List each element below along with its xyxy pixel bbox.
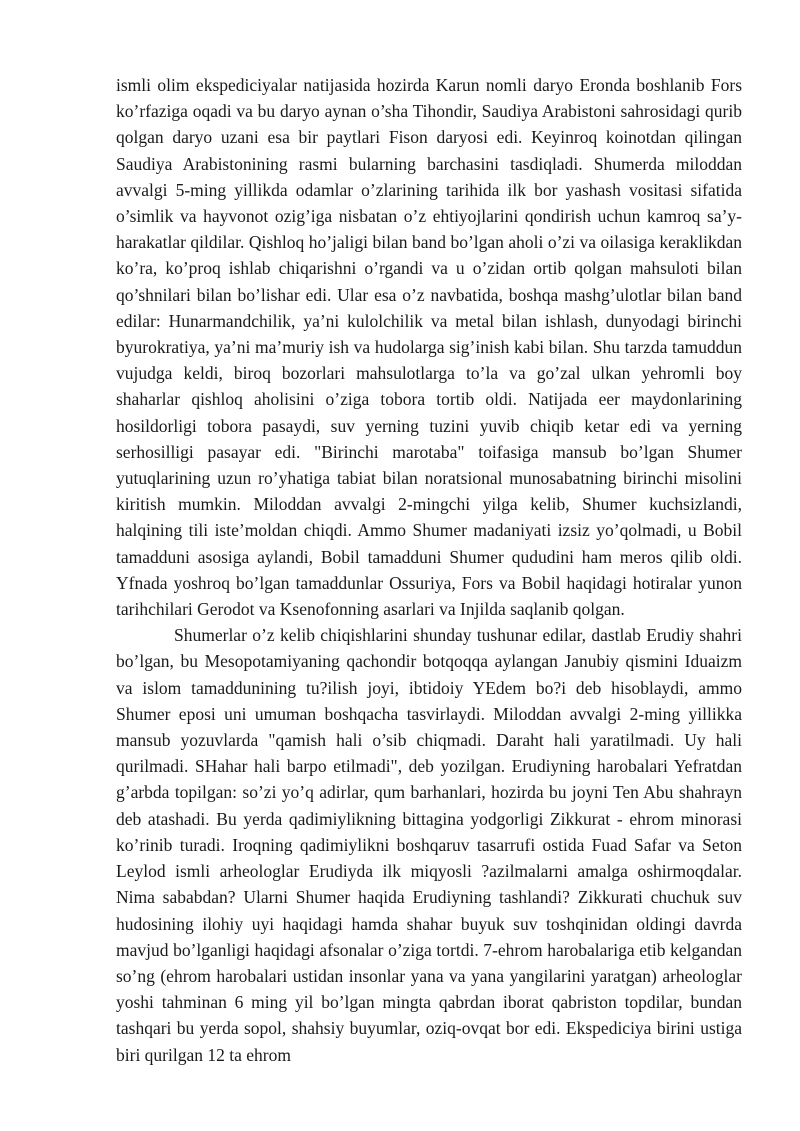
paragraph: ismli olim ekspediciyalar natijasida hozirda Karun nomli daryo Eronda boshlanib Fors ko’rfaziga oqadi va bu daryo aynan o’sha Tihondir, Saudiya Arabistoni sahrosidagi qurib qolgan daryo uzani esa bir paytlari Fison daryosi edi. Keyinroq koinotdan qilingan Saudiya Arabistonining rasmi bularning barchasini tasdiqladi. Shumerda miloddan avvalgi 5-ming yillikda odamlar o’zlarining tarihida ilk bor yashash vositasi sifatida o’simlik va hayvonot ozig’iga nisbatan o’z ehtiyojlarini qondirish uchun kamroq sa’y-harakatlar qildilar. Qishloq ho’jaligi bilan band bo’lgan aholi o’zi va oilasiga keraklikdan ko’ra, ko’proq ishlab chiqarishni o’rgandi va u o’zidan ortib qolgan mahsuloti bilan qo’shnilari bilan bo’lishar edi. Ular esa o’z navbatida, boshqa mashg’ulotlar bilan band edilar: Hunarmandchilik, ya’ni kulolchilik va metal bilan ishlash, dunyodagi birinchi byurokratiya, ya’ni ma’muriy ish va hudolarga sig’inish kabi bilan. Shu tarzda tamuddun vujudga keldi, biroq bozorlari mahsulotlarga to’la va go’zal ulkan yehromli boy shaharlar qishloq aholisini o’ziga tobora tortib oldi. Natijada eer maydonlarining hosildorligi tobora pasaydi, suv yerning tuzini yuvib chiqib ketar edi va yerning serhosilligi pasayar edi. "Birinchi marotaba" toifasiga mansub bo’lgan Shumer yutuqlarining uzun ro’yhatiga tabiat bilan noratsional munosabatning birinchi misolini kiritish mumkin. Miloddan avvalgi 2-mingchi yilga kelib, Shumer kuchsizlandi, halqining tili iste’moldan chiqdi. Ammo Shumer madaniyati izsiz yo’qolmadi, u Bobil tamadduni asosiga aylandi, Bobil tamadduni Shumer qududini ham meros qilib oldi. Yfnada yoshroq bo’lgan tamaddunlar Ossuriya, Fors va Bobil haqidagi hotiralar yunon tarihchilari Gerodot va Ksenofonning asarlari va Injilda saqlanib qolgan. bbox=[116, 75, 742, 620]
document-page bbox=[116, 72, 742, 1068]
paragraph: Shumerlar o’z kelib chiqishlarini shunday tushunar edilar, dastlab Erudiy shahri bo’lgan, bu Mesopotamiyaning qachondir botqoqqa aylangan Janubiy qismini Iduaizm va islom tamaddunining tu?ilish joyi, ibtidoiy YEdem bo?i deb hisoblaydi, ammo Shumer eposi uni umuman boshqacha tasvirlaydi. Miloddan avvalgi 2-ming yillikka mansub yozuvlarda "qamish hali o’sib chiqmadi. Daraht hali yaratilmadi. Uy hali qurilmadi. SHahar hali barpo etilmadi", deb yozilgan. Erudiyning harobalari Yefratdan g’arbda topilgan: so’zi yo’q adirlar, qum barhanlari, hozirda bu joyni Ten Abu shahrayn deb atashadi. Bu yerda qadimiylikning bittagina yodgorligi Zikkurat - ehrom minorasi ko’rinib turadi. Iroqning qadimiylikni boshqaruv tasarrufi ostida Fuad Safar va Seton Leylod ismli arheologlar Erudiyda ilk miqyosli ?azilmalarni amalga oshirmoqdalar. Nima sababdan? Ularni Shumer haqida Erudiyning tashlandi? Zikkurati chuchuk suv hudosining ilohiy uyi haqidagi hamda shahar buyuk suv toshqinidan oldingi davrda mavjud bo’lganligi haqidagi afsonalar o’ziga tortdi. 7-ehrom harobalariga etib kelgandan so’ng (ehrom harobalari ustidan insonlar yana va yana yangilarini yaratgan) arheologlar yoshi tahminan 6 ming yil bo’lgan mingta qabrdan iborat qabriston topdilar, bundan tashqari bu yerda sopol, shahsiy buyumlar, oziq-ovqat bor edi. Ekspediciya birini ustiga biri qurilgan 12 ta ehrom bbox=[116, 625, 742, 1065]
